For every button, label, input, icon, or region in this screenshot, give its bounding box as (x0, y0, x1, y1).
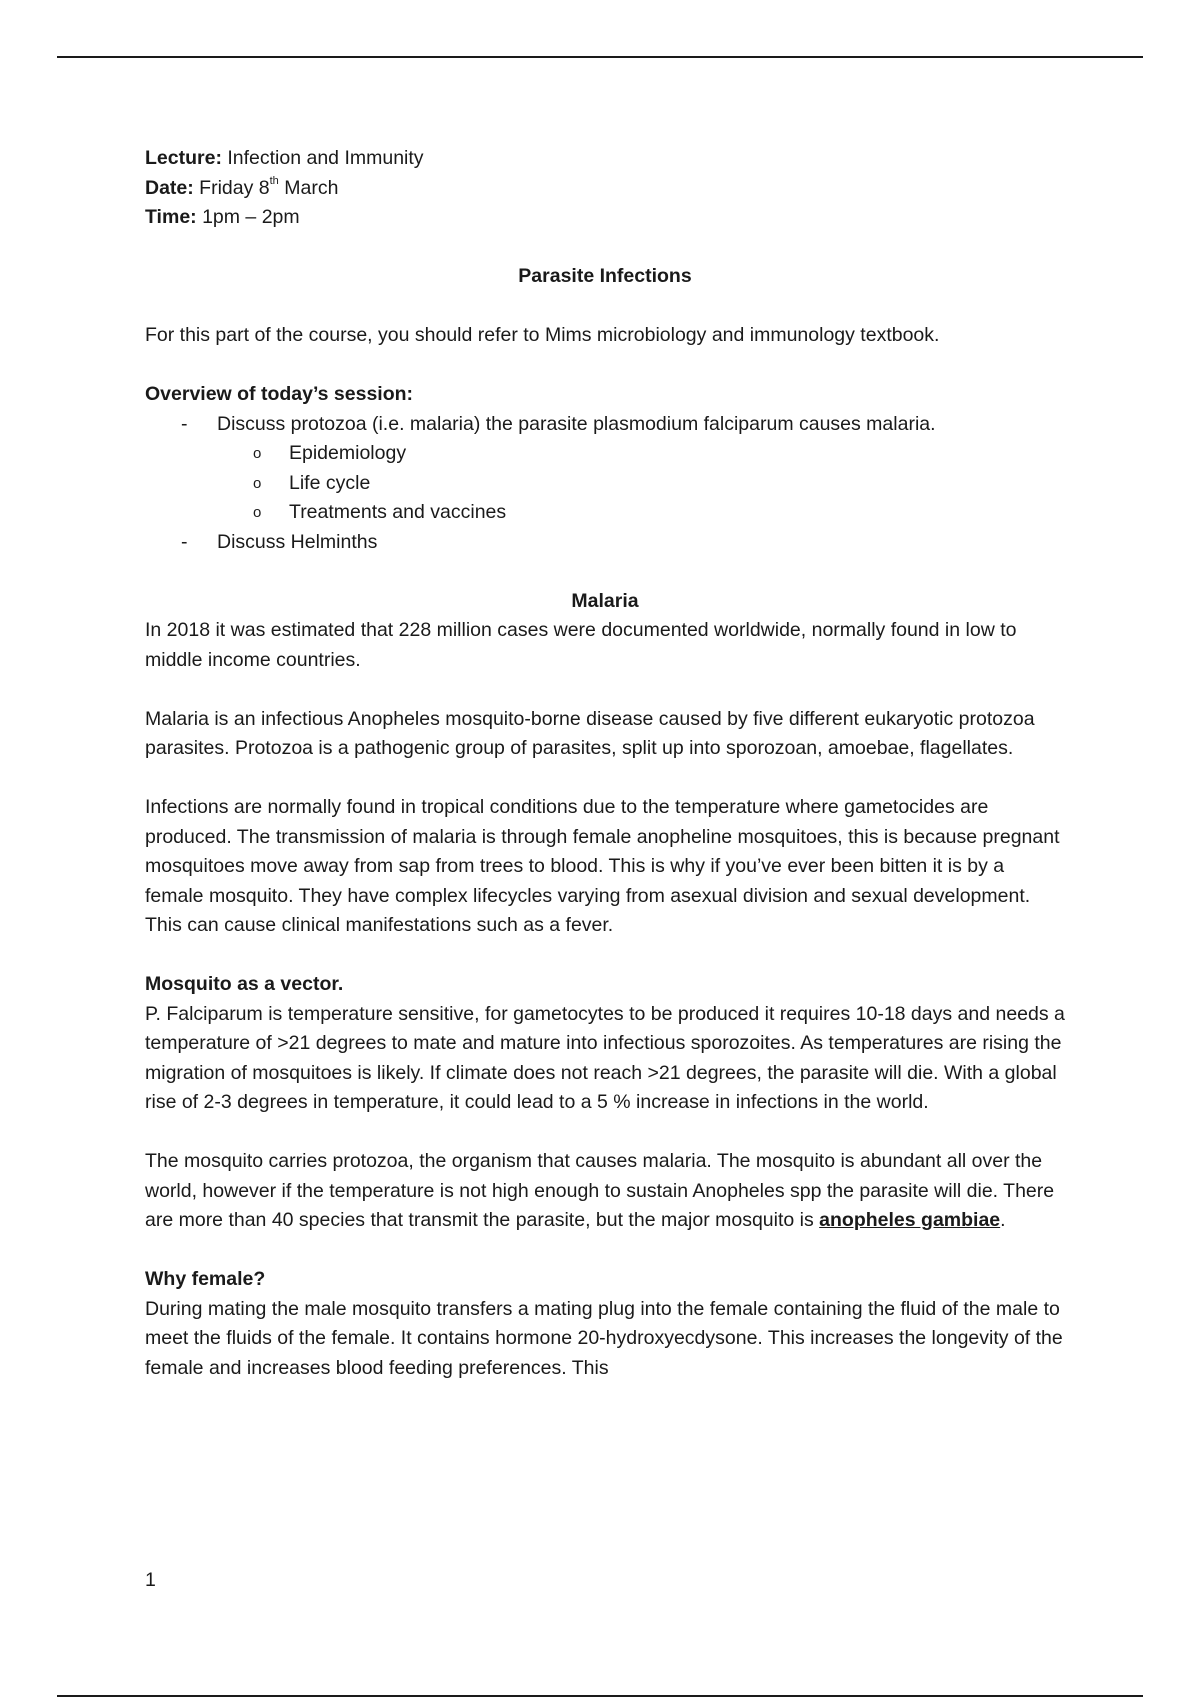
page-number: 1 (145, 1569, 156, 1591)
date-month: March (278, 176, 339, 199)
date-line (145, 174, 1065, 204)
malaria-heading: Malaria (571, 589, 639, 612)
circle-bullet: o (253, 474, 262, 492)
footer-rule (57, 1695, 1143, 1697)
page-title: Parasite Infections (518, 265, 692, 287)
header-rule (57, 56, 1143, 58)
sub-list-item (217, 469, 1065, 499)
date-ordinal: th (269, 175, 279, 187)
vector-paragraph-2-end: . (1000, 1209, 1006, 1231)
list-item (145, 410, 1065, 528)
sub-list-item (217, 498, 1065, 528)
malaria-paragraph-2: Malaria is an infectious Anopheles mosquito-borne disease caused by five different eukaryotic protozoa parasites. Protozoa is a pathogenic group of parasites, split up into sporozoan, amoebae, flagellates. (145, 707, 1035, 759)
date-label: Date: (145, 176, 194, 199)
sub-list-item (217, 439, 1065, 469)
sub-list-item-text: Treatments and vaccines (289, 501, 507, 523)
overview-list (145, 410, 1065, 558)
sub-list (217, 439, 1065, 528)
vector-paragraph-1: P. Falciparum is temperature sensitive, for gametocytes to be produced it requires 10-18 days and needs a temperature of >21 degrees to mate and mature into infectious sporozoites. As temperatures are rising the migration of mosquitoes is likely. If climate does not reach >21 degrees, the parasite will die. With a global rise of 2-3 degrees in temperature, it could lead to a 5 % increase in infections in the world. (145, 1002, 1065, 1113)
lecture-value: Infection and Immunity (221, 147, 424, 169)
list-item (145, 528, 1065, 558)
list-item-text: Discuss Helminths (217, 530, 378, 553)
dash-bullet: - (181, 530, 188, 553)
sub-list-item-text: Epidemiology (289, 442, 407, 464)
dash-bullet: - (181, 412, 188, 435)
circle-bullet: o (253, 445, 262, 462)
lecture-line (145, 144, 1065, 174)
document-body (145, 144, 1065, 1383)
malaria-paragraph-3: Infections are normally found in tropical conditions due to the temperature where gametocides are produced. The transmission of malaria is through female anopheline mosquitoes, this is because pregnant mosquitoes move away from sap from trees to blood. This is why if you’ve ever been bitten it is by a female mosquito. They have complex lifecycles varying from asexual division and sexual development. This can cause clinical manifestations such as a fever. (145, 796, 1060, 936)
overview-heading: Overview of today’s session: (145, 383, 414, 405)
female-heading: Why female? (145, 1268, 266, 1290)
time-value: 1pm – 2pm (196, 206, 300, 228)
vector-paragraph-2 (145, 1147, 1065, 1236)
intro-paragraph: For this part of the course, you should refer to Mims microbiology and immunology textbook. (145, 324, 940, 346)
lecture-label: Lecture: (145, 147, 222, 169)
date-value: Friday 8 (193, 176, 270, 199)
female-paragraph-1: During mating the male mosquito transfers a mating plug into the female containing the fluid of the male to meet the fluids of the female. It contains hormone 20-hydroxyecdysone. This increases the longevity of the female and increases blood feeding preferences. This (145, 1297, 1063, 1379)
malaria-paragraph-1: In 2018 it was estimated that 228 million cases were documented worldwide, normally found in low to middle income countries. (145, 619, 1017, 671)
list-item-text: Discuss protozoa (i.e. malaria) the parasite plasmodium falciparum causes malaria. (217, 412, 936, 435)
vector-paragraph-2-text: The mosquito carries protozoa, the organism that causes malaria. The mosquito is abundant all over the world, however if the temperature is not high enough to sustain Anopheles spp the parasite will die. There are more than 40 species that transmit the parasite, but the major mosquito is (145, 1150, 1055, 1231)
time-label: Time: (145, 206, 197, 228)
time-line (145, 203, 1065, 233)
circle-bullet: o (253, 504, 262, 521)
sub-list-item-text: Life cycle (289, 471, 371, 494)
species-emphasis: anopheles gambiae (819, 1209, 1001, 1231)
vector-heading: Mosquito as a vector. (145, 973, 344, 995)
